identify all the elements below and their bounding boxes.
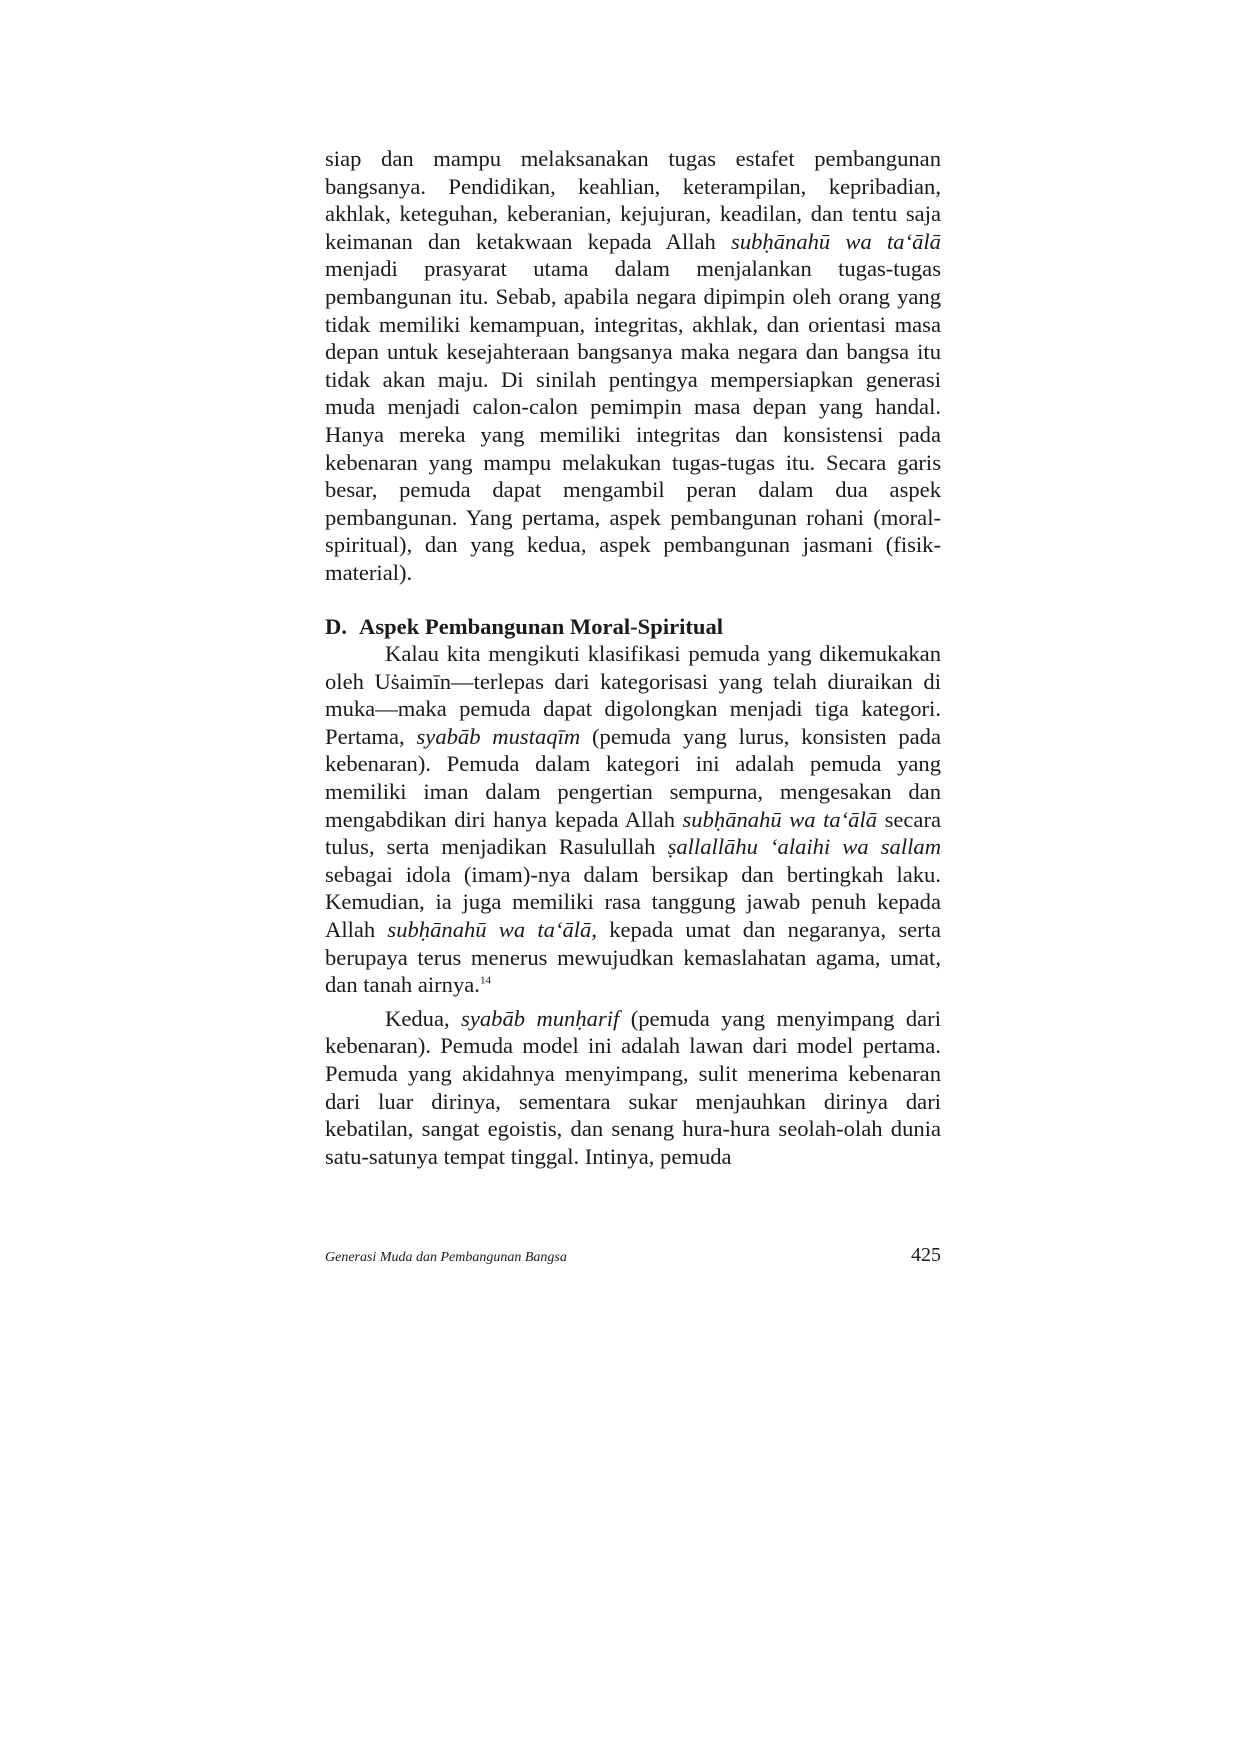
- footnote-marker[interactable]: 14: [479, 974, 491, 987]
- page-footer: [325, 1244, 941, 1267]
- heading-text: Aspek Pembangunan Moral-Spiritual: [359, 613, 724, 639]
- italic-term: subḥānahū wa ta‘ālā: [731, 228, 941, 254]
- section-heading: [325, 613, 941, 641]
- body-text: [325, 145, 941, 1170]
- paragraph-3: Kedua, syabāb munḥarif (pemuda yang menyimpang dari kebenaran). Pemuda model ini adalah lawan dari model pertama. Pemuda yang akidahnya menyimpang, sulit menerima kebenaran dari luar dirinya, sementara sukar menjauhkan dirinya dari kebatilan, sangat egoistis, dan senang hura-hura seolah-olah dunia satu-satunya tempat tinggal. Intinya, pemuda: [325, 1005, 941, 1169]
- heading-letter: D.: [325, 613, 347, 639]
- paragraph-1: siap dan mampu melaksanakan tugas estafet pembangunan bangsanya. Pendidikan, keahlian, keterampilan, kepribadian, akhlak, keteguhan, keberanian, kejujuran, keadilan, dan tentu saja keimanan dan ketakwaan kepada Allah subḥānahū wa ta‘ālā menjadi prasyarat utama dalam menjalankan tugas-tugas pembangunan itu. Sebab, apabila negara dipimpin oleh orang yang tidak memiliki kemampuan, integritas, akhlak, dan orientasi masa depan untuk kesejahteraan bangsanya maka negara dan bangsa itu tidak akan maju. Di sinilah pentingya mempersiapkan generasi muda menjadi calon-calon pemimpin masa depan yang handal. Hanya mereka yang memiliki integritas dan konsistensi pada kebenaran yang mampu melakukan tugas-tugas itu. Secara garis besar, pemuda dapat mengambil peran dalam dua aspek pembangunan. Yang pertama, aspek pembangunan rohani (moral-spiritual), dan yang kedua, aspek pembangunan jasmani (fisik-material).: [325, 146, 941, 585]
- italic-term: subḥānahū wa ta‘ālā: [387, 917, 592, 943]
- italic-term: subḥānahū wa ta‘ālā: [682, 806, 878, 832]
- running-title: Generasi Muda dan Pembangunan Bangsa: [325, 1250, 567, 1265]
- page-number: 425: [911, 1244, 941, 1266]
- italic-term: syabāb mustaqīm: [416, 723, 581, 749]
- italic-term: ṣallallāhu ‘alaihi wa sallam: [667, 834, 942, 860]
- italic-term: syabāb munḥarif: [461, 1005, 620, 1031]
- paragraph-2: Kalau kita mengikuti klasifikasi pemuda yang dikemukakan oleh Uṡaimīn—terlepas dari kategorisasi yang telah diuraikan di muka—maka pemuda dapat digolongkan menjadi tiga kategori. Pertama, syabāb mustaqīm (pemuda yang lurus, konsisten pada kebenaran). Pemuda dalam kategori ini adalah pemuda yang memiliki iman dalam pengertian sempurna, mengesakan dan mengabdikan diri hanya kepada Allah subḥānahū wa ta‘ālā secara tulus, serta menjadikan Rasulullah ṣallallāhu ‘alaihi wa sallam sebagai idola (imam)-nya dalam bersikap dan bertingkah laku. Kemudian, ia juga memiliki rasa tanggung jawab penuh kepada Allah subḥānahū wa ta‘ālā, kepada umat dan negaranya, serta berupaya terus menerus mewujudkan kemaslahatan agama, umat, dan tanah airnya.$^{14}$: [325, 641, 942, 998]
